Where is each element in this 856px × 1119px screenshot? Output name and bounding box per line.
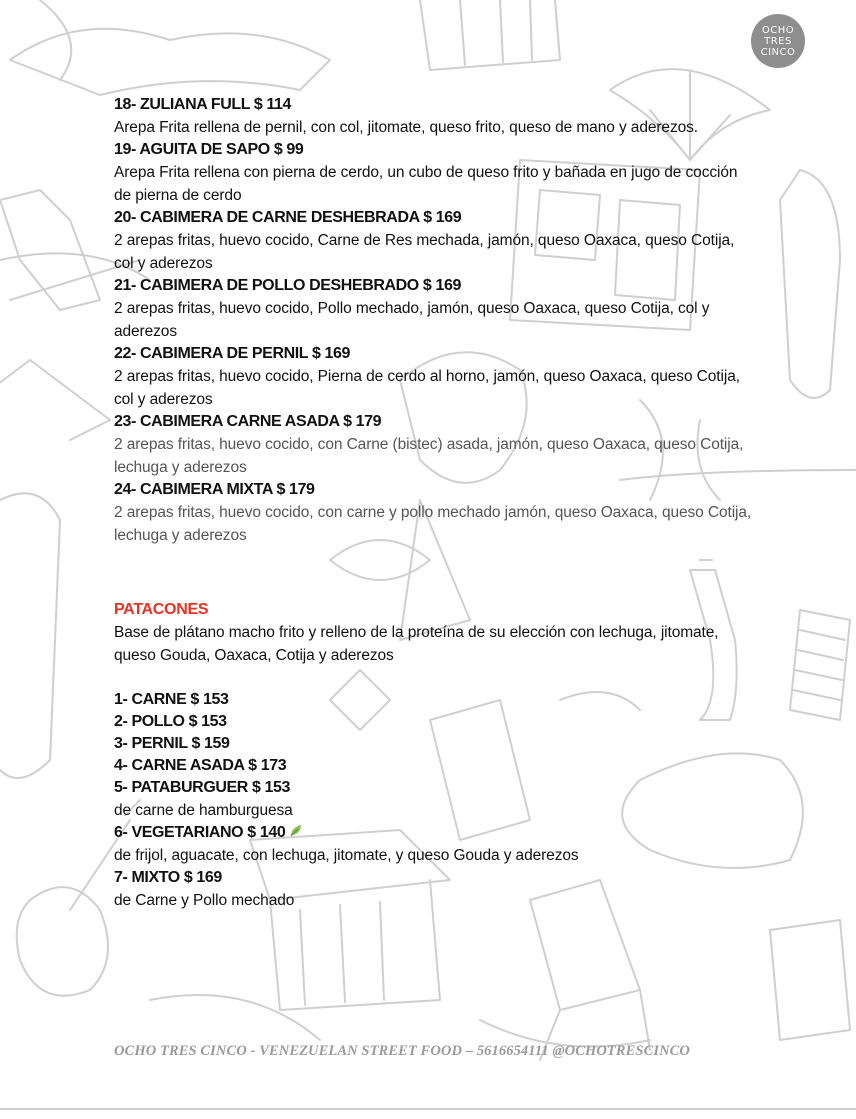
item-title: 1- CARNE $ 153 (114, 691, 229, 708)
menu-item (114, 207, 754, 275)
logo-line-3: CINCO (760, 46, 796, 58)
brand-logo (751, 14, 805, 68)
menu-item (114, 343, 754, 411)
menu-item (114, 275, 754, 343)
page-divider (0, 1108, 856, 1110)
item-description: de frijol, aguacate, con lechuga, jitomate, y queso Gouda y aderezos (114, 847, 579, 865)
menu-item (114, 139, 754, 207)
item-title: 7- MIXTO $ 169 (114, 869, 222, 887)
item-description: Arepa Frita rellena de pernil, con col, jitomate, queso frito, queso de mano y aderezos. (114, 119, 698, 136)
section-intro: Base de plátano macho frito y relleno de la proteína de su elección con lechuga, jitomate, queso Gouda, Oaxaca, Cotija y aderezos (114, 624, 719, 664)
item-title: 23- CABIMERA CARNE ASADA $ 179 (114, 413, 382, 430)
item-title-text: 6- VEGETARIANO $ 140 (114, 824, 286, 842)
logo-line-2: TRES (764, 35, 792, 47)
item-description: 2 arepas fritas, huevo cocido, Pollo mechado, jamón, queso Oaxaca, queso Cotija, col y aderezos (114, 300, 710, 340)
item-title: 22- CABIMERA DE PERNIL $ 169 (114, 345, 350, 362)
menu-item (114, 94, 754, 139)
item-description: 2 arepas fritas, huevo cocido, Carne de Res mechada, jamón, queso Oaxaca, queso Cotija, col y aderezos (114, 232, 735, 272)
item-title: 19- AGUITA DE SAPO $ 99 (114, 141, 304, 158)
leaf-icon (289, 822, 305, 844)
item-title: 21- CABIMERA DE POLLO DESHEBRADO $ 169 (114, 277, 461, 294)
logo-line-1: OCHO (761, 24, 795, 36)
menu-content (114, 94, 754, 912)
item-description: 2 arepas fritas, huevo cocido, Pierna de cerdo al horno, jamón, queso Oaxaca, queso Cotija, col y aderezos (114, 368, 740, 408)
menu-item (114, 479, 754, 547)
item-description: de carne de hamburguesa (114, 802, 293, 819)
item-title: 20- CABIMERA DE CARNE DESHEBRADA $ 169 (114, 209, 462, 226)
item-title: 3- PERNIL $ 159 (114, 735, 230, 752)
patacones-list (114, 689, 754, 912)
item-description: 2 arepas fritas, huevo cocido, con Carne (bistec) asada, jamón, queso Oaxaca, queso Cotija, lechuga y aderezos (114, 436, 744, 476)
item-title: 24- CABIMERA MIXTA $ 179 (114, 481, 315, 498)
item-title: 5- PATABURGUER $ 153 (114, 779, 291, 796)
menu-item (114, 411, 754, 479)
item-title: 18- ZULIANA FULL $ 114 (114, 96, 292, 113)
item-description: 2 arepas fritas, huevo cocido, con carne y pollo mechado jamón, queso Oaxaca, queso Cotija, lechuga y aderezos (114, 504, 752, 544)
section-title-patacones: PATACONES (114, 601, 209, 618)
item-title-vegetariano (114, 822, 754, 844)
item-title: 2- POLLO $ 153 (114, 713, 227, 730)
item-description: Arepa Frita rellena con pierna de cerdo, un cubo de queso frito y bañada en jugo de cocción de pierna de cerdo (114, 164, 738, 204)
item-title: 4- CARNE ASADA $ 173 (114, 757, 287, 774)
footer-text: OCHO TRES CINCO - VENEZUELAN STREET FOOD – 5616654111 @OCHOTRESCINCO (114, 1043, 691, 1059)
item-description: de Carne y Pollo mechado (114, 892, 295, 910)
